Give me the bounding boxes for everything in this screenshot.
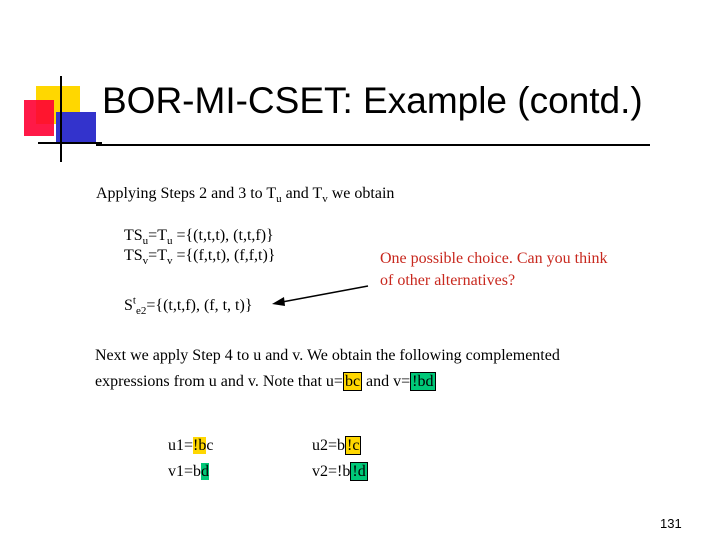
slide-title: BOR-MI-CSET: Example (contd.)	[102, 80, 643, 121]
intro-sub-v: v	[322, 193, 328, 206]
u2-highlight: !c	[347, 437, 360, 454]
intro-text: Applying Steps 2 and 3 to T	[96, 185, 277, 202]
st-line	[124, 296, 253, 316]
st-sup: t	[132, 294, 136, 307]
tsv-sub-a: v	[142, 255, 149, 268]
tsv-c: ={(f,t,t), (f,f,t)}	[172, 247, 276, 264]
u1-expression	[168, 436, 213, 456]
u1-post: c	[206, 437, 214, 454]
step4-line2-pre: expressions from u and v. Note that u=	[95, 373, 343, 390]
tsv-a: TS	[124, 247, 143, 264]
note-line-2: of other alternatives?	[380, 272, 516, 289]
tsu-c: ={(t,t,t), (t,t,f)}	[172, 227, 274, 244]
intro-sub-u: u	[276, 193, 282, 206]
u2-pre: u2=b	[312, 437, 346, 454]
tsu-b: =T	[148, 227, 167, 244]
st-a: S	[124, 297, 133, 314]
u1-highlight: !b	[193, 437, 207, 454]
tsv-sub-b: v	[166, 255, 173, 268]
intro-end: we obtain	[327, 185, 395, 202]
tsv-b: =T	[148, 247, 167, 264]
v1-expression	[168, 462, 209, 482]
step4-line-1: Next we apply Step 4 to u and v. We obtain the following complemented	[95, 347, 560, 364]
v2-expression	[312, 462, 368, 482]
step4-line-2	[95, 372, 436, 392]
logo-horizontal-line	[38, 142, 102, 144]
v1-mid: b	[193, 463, 202, 480]
u2-expression	[312, 436, 361, 456]
tsv-line	[124, 246, 275, 266]
arrow-icon	[260, 280, 380, 310]
logo-red-square	[24, 100, 54, 136]
tsu-a: TS	[124, 227, 143, 244]
tsu-sub-a: u	[142, 235, 149, 248]
intro-line	[96, 184, 394, 204]
u1-pre: u1=	[168, 437, 194, 454]
intro-mid: and T	[281, 185, 323, 202]
st-sub: e2	[135, 305, 147, 318]
page-number: 131	[660, 516, 682, 531]
v-expression: !bd	[412, 373, 434, 390]
v1-highlight: d	[201, 463, 210, 480]
v1-pre: v1=	[168, 463, 194, 480]
tsu-line	[124, 226, 274, 246]
u-expression: bc	[344, 373, 361, 390]
logo-blue-square	[56, 112, 96, 144]
v2-highlight: !d	[352, 463, 366, 480]
note-line-1: One possible choice. Can you think	[380, 250, 608, 267]
st-b: ={(t,t,f), (f, t, t)}	[146, 297, 253, 314]
v2-pre: v2=!b	[312, 463, 351, 480]
step4-line2-mid: and v=	[362, 373, 411, 390]
tsu-sub-b: u	[166, 235, 173, 248]
logo-vertical-line	[60, 76, 62, 162]
title-underline	[96, 144, 650, 146]
